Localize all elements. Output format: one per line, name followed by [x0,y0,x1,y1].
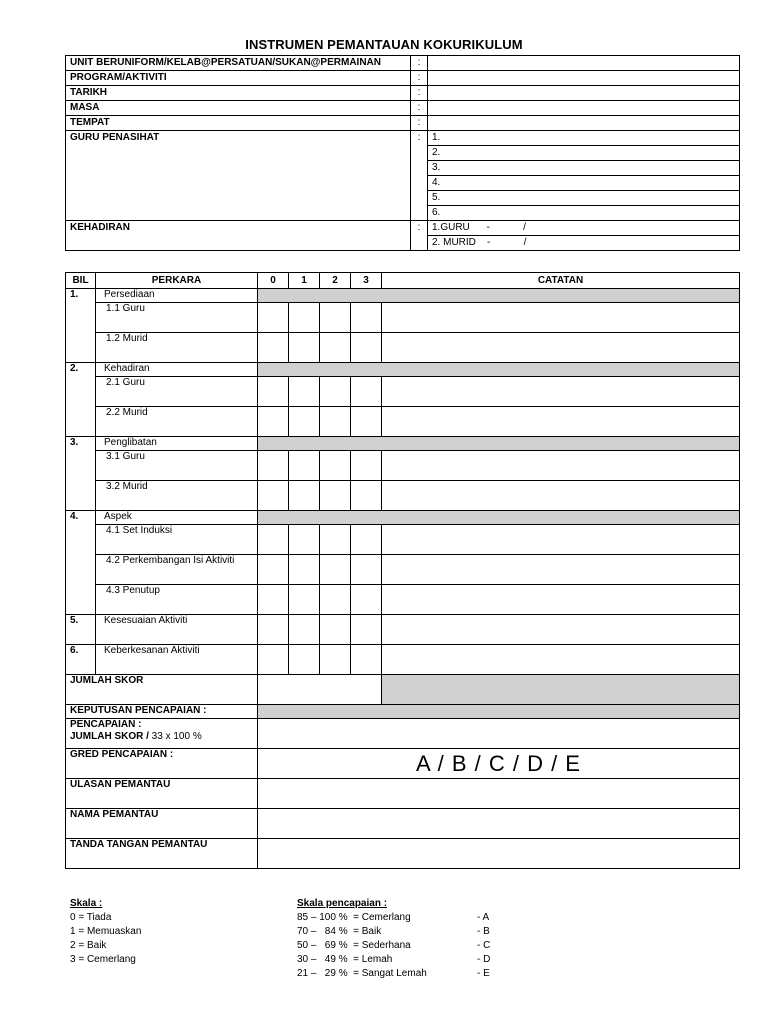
skala-pencapaian-range: 85 – 100 % = Cemerlang [297,912,411,923]
label-gred: GRED PENCAPAIAN : [66,749,258,779]
score-cell[interactable] [351,451,382,481]
catatan-cell[interactable] [382,451,740,481]
score-cell[interactable] [320,377,351,407]
col-0: 0 [258,273,289,289]
section-bil: 2. [66,363,96,437]
score-cell[interactable] [289,585,320,615]
info-row-tarikh: TARIKH : [66,86,740,101]
score-cell[interactable] [289,333,320,363]
section-title: Penglibatan [96,437,258,451]
skala-item: 1 = Memuaskan [70,926,142,937]
skala-pencapaian-legend [297,897,537,981]
score-cell[interactable] [289,555,320,585]
catatan-cell[interactable] [382,555,740,585]
catatan-cell[interactable] [382,407,740,437]
section-bil: 1. [66,289,96,363]
score-cell[interactable] [351,303,382,333]
field-guru-4[interactable]: 4. [428,176,740,191]
field-nama[interactable] [258,809,740,839]
pencapaian-formula: JUMLAH SKOR / 33 x 100 % [70,731,202,742]
catatan-cell[interactable] [382,333,740,363]
label-kehadiran: KEHADIRAN [66,221,411,251]
skala-heading: Skala : [70,898,103,909]
score-cell[interactable] [289,303,320,333]
score-cell[interactable] [320,407,351,437]
skala-item: 0 = Tiada [70,912,112,923]
score-cell[interactable] [351,407,382,437]
score-cell[interactable] [320,645,351,675]
field-guru-3[interactable]: 3. [428,161,740,176]
score-cell[interactable] [289,615,320,645]
info-table [65,55,740,251]
catatan-cell[interactable] [382,645,740,675]
catatan-cell[interactable] [382,615,740,645]
section-row [66,437,740,451]
item-row [66,303,740,333]
catatan-cell[interactable] [382,377,740,407]
field-unit[interactable] [428,56,740,71]
col-perkara: PERKARA [96,273,258,289]
score-cell[interactable] [320,481,351,511]
field-guru-6[interactable]: 6. [428,206,740,221]
item-label: 3.2 Murid [96,481,258,511]
score-cell[interactable] [289,481,320,511]
label-ulasan: ULASAN PEMANTAU [66,779,258,809]
item-row [66,377,740,407]
col-bil: BIL [66,273,96,289]
col-2: 2 [320,273,351,289]
info-row-kehadiran: KEHADIRAN : 1.GURU - / [66,221,740,236]
score-cell[interactable] [258,555,289,585]
skala-pencapaian-range: 30 – 49 % = Lemah [297,954,393,965]
score-cell[interactable] [258,585,289,615]
page-title: INSTRUMEN PEMANTAUAN KOKURIKULUM [245,37,523,52]
item-row [66,555,740,585]
section-row [66,289,740,303]
field-tanda[interactable] [258,839,740,869]
item-row [66,407,740,437]
score-cell[interactable] [320,615,351,645]
field-jumlah-skor[interactable] [258,675,382,705]
score-cell[interactable] [320,333,351,363]
score-table-header [66,273,740,289]
score-cell[interactable] [289,525,320,555]
item-row [66,525,740,555]
row-pencapaian [66,719,740,749]
section-bil: 6. [66,645,96,675]
field-guru-5[interactable]: 5. [428,191,740,206]
skala-pencapaian-grade: - C [477,940,491,951]
score-cell[interactable] [351,377,382,407]
section-title: Persediaan [96,289,258,303]
field-guru-2[interactable]: 2. [428,146,740,161]
field-masa[interactable] [428,101,740,116]
score-cell[interactable] [351,555,382,585]
label-masa: MASA [66,101,411,116]
field-guru-1[interactable]: 1. [428,131,740,146]
field-ulasan[interactable] [258,779,740,809]
info-row-tempat: TEMPAT : [66,116,740,131]
field-tarikh[interactable] [428,86,740,101]
label-unit: UNIT BERUNIFORM/KELAB@PERSATUAN/SUKAN@PERMAINAN [66,56,411,71]
score-cell[interactable] [351,525,382,555]
score-cell[interactable] [289,645,320,675]
score-cell[interactable] [351,585,382,615]
row-keputusan [66,705,740,719]
score-cell[interactable] [320,451,351,481]
skala-pencapaian-grade: - B [477,926,490,937]
section-row [66,511,740,525]
item-row [66,585,740,615]
section-bil: 3. [66,437,96,511]
info-row-program: PROGRAM/AKTIVITI : [66,71,740,86]
item-row [66,451,740,481]
info-row-guru-1: GURU PENASIHAT : 1. [66,131,740,146]
field-pencapaian[interactable] [258,719,740,749]
skala-item: 3 = Cemerlang [70,954,136,965]
section-row [66,615,740,645]
item-label: 1.1 Guru [96,303,258,333]
section-bil: 4. [66,511,96,615]
col-catatan: CATATAN [382,273,740,289]
section-row [66,363,740,377]
score-cell[interactable] [320,303,351,333]
score-cell[interactable] [351,481,382,511]
section-row [66,645,740,675]
label-keputusan: KEPUTUSAN PENCAPAIAN : [66,705,258,719]
info-row-unit: UNIT BERUNIFORM/KELAB@PERSATUAN/SUKAN@PERMAINAN : [66,56,740,71]
item-label: 4.2 Perkembangan Isi Aktiviti [96,555,258,585]
score-cell[interactable] [320,525,351,555]
item-label: 4.3 Penutup [96,585,258,615]
skala-pencapaian-heading: Skala pencapaian : [297,898,388,909]
item-label: 1.2 Murid [96,333,258,363]
item-label: 2.1 Guru [96,377,258,407]
gred-options[interactable]: A / B / C / D / E [258,749,740,779]
label-jumlah-skor: JUMLAH SKOR [66,675,258,705]
section-title: Kehadiran [96,363,258,377]
section-title: Aspek [96,511,258,525]
score-cell[interactable] [258,377,289,407]
item-row [66,481,740,511]
score-cell[interactable] [258,481,289,511]
skala-item: 2 = Baik [70,940,107,951]
score-table [65,272,740,869]
score-cell[interactable] [258,645,289,675]
skala-pencapaian-range: 70 – 84 % = Baik [297,926,382,937]
label-tempat: TEMPAT [66,116,411,131]
score-cell[interactable] [351,615,382,645]
score-cell[interactable] [258,303,289,333]
section-title: Keberkesanan Aktiviti [96,645,258,675]
score-cell[interactable] [351,645,382,675]
score-cell[interactable] [289,407,320,437]
score-cell[interactable] [320,555,351,585]
label-pencapaian: PENCAPAIAN : [70,719,142,730]
score-cell[interactable] [258,451,289,481]
score-cell[interactable] [320,585,351,615]
skala-pencapaian-grade: - E [477,968,490,979]
catatan-cell[interactable] [382,525,740,555]
col-1: 1 [289,273,320,289]
skala-legend [70,897,260,967]
row-ulasan [66,779,740,809]
field-kehadiran-murid[interactable]: 2. MURID - / [428,236,740,251]
item-label: 2.2 Murid [96,407,258,437]
field-kehadiran-guru[interactable]: 1.GURU - / [428,221,740,236]
col-3: 3 [351,273,382,289]
label-guru-penasihat: GURU PENASIHAT [66,131,411,221]
info-row-masa: MASA : [66,101,740,116]
row-gred [66,749,740,779]
item-label: 4.1 Set Induksi [96,525,258,555]
row-tanda [66,839,740,869]
row-nama [66,809,740,839]
catatan-cell[interactable] [382,481,740,511]
label-tarikh: TARIKH [66,86,411,101]
score-cell[interactable] [289,377,320,407]
score-cell[interactable] [258,615,289,645]
field-tempat[interactable] [428,116,740,131]
score-cell[interactable] [258,407,289,437]
section-bil: 5. [66,615,96,645]
label-tanda: TANDA TANGAN PEMANTAU [66,839,258,869]
skala-pencapaian-grade: - D [477,954,491,965]
section-title: Kesesuaian Aktiviti [96,615,258,645]
skala-pencapaian-range: 50 – 69 % = Sederhana [297,940,411,951]
catatan-cell[interactable] [382,303,740,333]
row-jumlah-skor [66,675,740,705]
score-cell[interactable] [258,525,289,555]
score-cell[interactable] [258,333,289,363]
item-label: 3.1 Guru [96,451,258,481]
catatan-cell[interactable] [382,585,740,615]
skala-pencapaian-grade: - A [477,912,490,923]
label-nama: NAMA PEMANTAU [66,809,258,839]
item-row [66,333,740,363]
label-program: PROGRAM/AKTIVITI [66,71,411,86]
score-cell[interactable] [289,451,320,481]
score-cell[interactable] [351,333,382,363]
field-program[interactable] [428,71,740,86]
skala-pencapaian-range: 21 – 29 % = Sangat Lemah [297,968,427,979]
